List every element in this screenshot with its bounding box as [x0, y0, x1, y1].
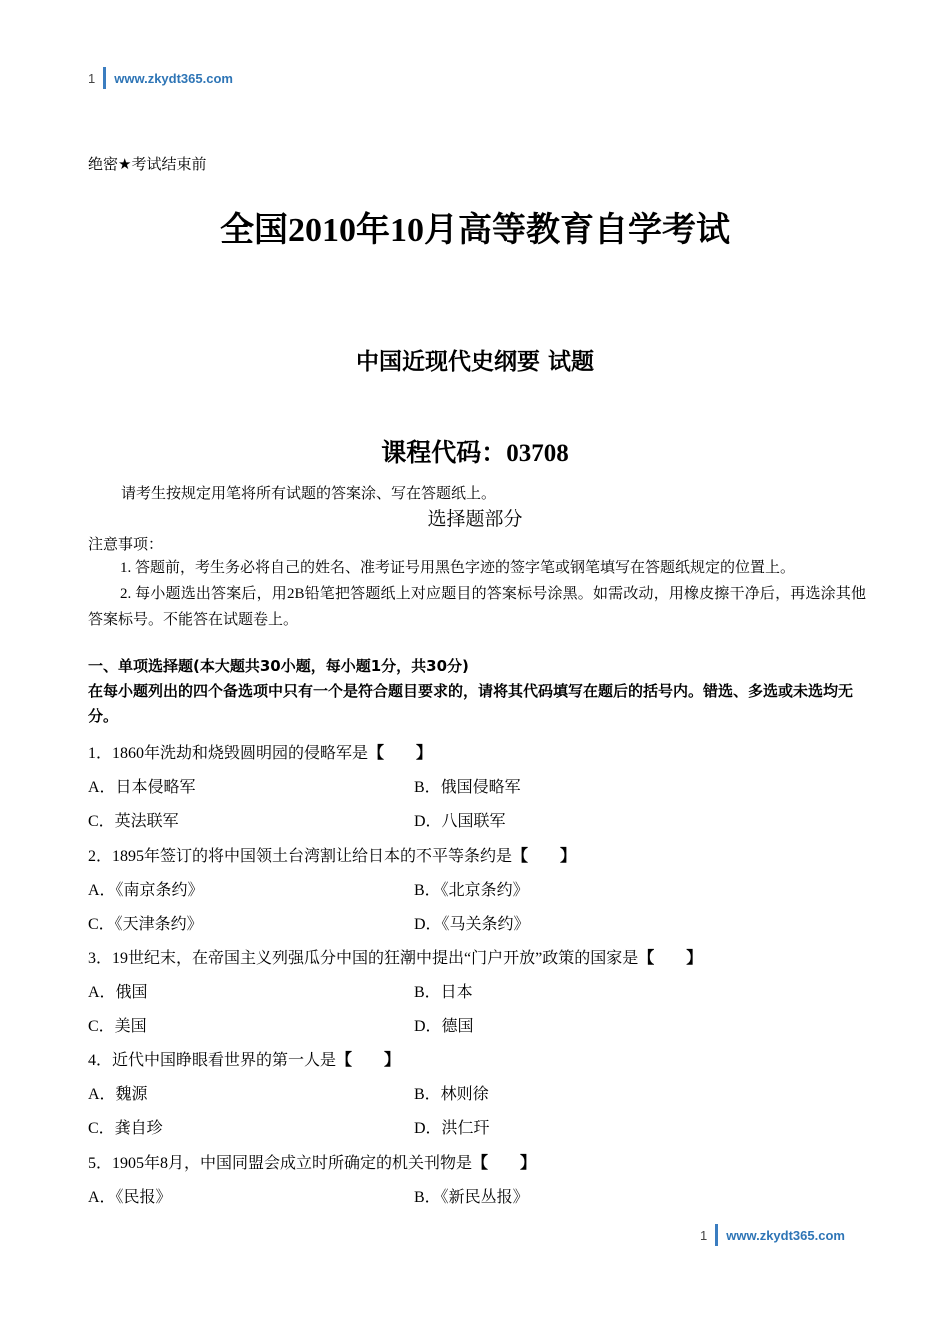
exam-title: 全国2010年10月高等教育自学考试 [220, 212, 730, 249]
notice-list [88, 555, 866, 633]
q3-option-a: A．俄国 [88, 984, 148, 1001]
q3-option-b: B．日本 [414, 984, 473, 1001]
page-header [88, 67, 233, 89]
part-title: 选择题部分 [427, 508, 523, 530]
exam-subtitle: 中国近现代史纲要 试题 [355, 349, 594, 375]
question-3 [88, 945, 702, 968]
q5-option-b: B．《新民丛报》 [414, 1189, 529, 1206]
page-footer [700, 1224, 845, 1246]
q2-option-d: D．《马关条约》 [414, 916, 530, 933]
q2-option-b: B．《北京条约》 [414, 882, 529, 899]
question-stem: 5．1905年8月，中国同盟会成立时所确定的机关刊物是 [88, 1155, 473, 1172]
q2-option-c: C．《天津条约》 [88, 916, 203, 933]
course-code: 课程代码：03708 [381, 440, 569, 467]
q1-option-a: A．日本侵略军 [88, 779, 196, 796]
q4-option-b: B．林则徐 [414, 1086, 489, 1103]
question-1 [88, 740, 432, 763]
notice-item: 1. 答题前，考生务必将自己的姓名、准考证号用黑色字迹的签字笔或钢笔填写在答题纸规定的位置上。 [120, 560, 796, 576]
q4-option-a: A．魏源 [88, 1086, 148, 1103]
q4-option-c: C．龚自珍 [88, 1120, 163, 1137]
instruction-text: 请考生按规定用笔将所有试题的答案涂、写在答题纸上。 [121, 484, 497, 502]
q1-option-b: B．俄国侵略军 [414, 779, 521, 796]
question-2 [88, 843, 576, 866]
question-5 [88, 1150, 536, 1173]
notice-heading: 注意事项： [88, 535, 164, 553]
q2-option-a: A．《南京条约》 [88, 882, 204, 899]
section-description: 在每小题列出的四个备选项中只有一个是符合题目要求的，请将其代码填写在题后的括号内。错选、多选或未选均无分。 [88, 682, 854, 725]
answer-bracket: 【 】 [368, 745, 433, 762]
question-4 [88, 1047, 400, 1070]
q3-option-c: C．美国 [88, 1018, 147, 1035]
secret-label: 绝密★考试结束前 [88, 155, 207, 173]
header-url[interactable]: www.zkydt365.com [114, 70, 233, 86]
notice-item: 2. 每小题选出答案后，用2B铅笔把答题纸上对应题目的答案标号涂黑。如需改动，用橡皮擦干净后，再选涂其他答案标号。不能答在试题卷上。 [88, 586, 866, 628]
footer-divider [715, 1224, 718, 1246]
question-stem: 2．1895年签订的将中国领土台湾割让给日本的不平等条约是 [88, 848, 513, 865]
header-divider [103, 67, 106, 89]
q3-option-d: D．德国 [414, 1018, 474, 1035]
q1-option-d: D．八国联军 [414, 813, 506, 830]
answer-bracket: 【 】 [472, 1155, 537, 1172]
question-stem: 1．1860年洗劫和烧毁圆明园的侵略军是 [88, 745, 369, 762]
q4-option-d: D．洪仁玕 [414, 1120, 490, 1137]
section-title: 一、单项选择题(本大题共30小题，每小题1分，共30分) [88, 657, 469, 675]
footer-page-number: 1 [700, 1227, 708, 1243]
answer-bracket: 【 】 [512, 848, 577, 865]
answer-bracket: 【 】 [336, 1052, 401, 1069]
answer-bracket: 【 】 [638, 950, 703, 967]
q5-option-a: A．《民报》 [88, 1189, 172, 1206]
footer-url[interactable]: www.zkydt365.com [726, 1227, 845, 1243]
header-page-number: 1 [88, 70, 96, 86]
question-stem: 4．近代中国睁眼看世界的第一人是 [88, 1052, 337, 1069]
q1-option-c: C．英法联军 [88, 813, 179, 830]
question-stem: 3．19世纪末，在帝国主义列强瓜分中国的狂潮中提出“门户开放”政策的国家是 [88, 950, 639, 967]
